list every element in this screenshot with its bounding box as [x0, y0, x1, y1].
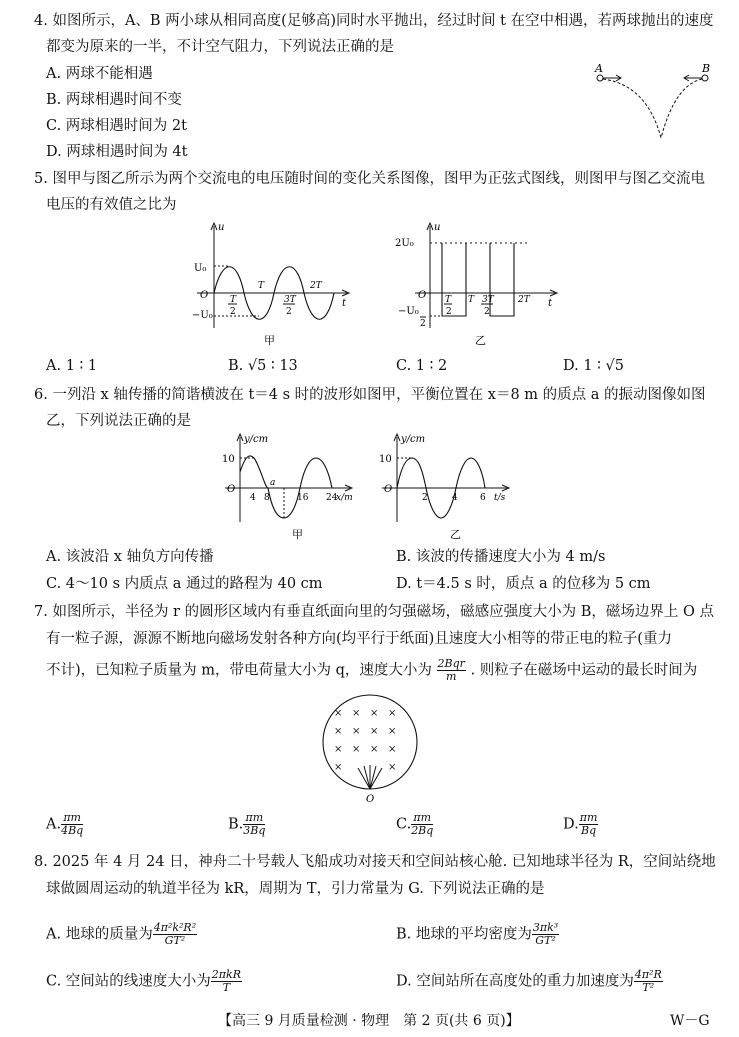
- q5-yi-caption: 乙: [475, 334, 486, 347]
- q8-stem-line2: 球做圆周运动的轨道半径为 kR，周期为 T，引力常量为 G. 下列说法正确的是: [46, 881, 545, 897]
- svg-text:×: ×: [370, 744, 379, 755]
- q5-option-c: C. 1 ∶ 2: [396, 358, 448, 374]
- q6-stem-line2: 乙，下列说法正确的是: [46, 413, 191, 429]
- q8-option-b: B. 地球的平均密度为 $\frac{\text{3πk³}}{\text{GT²}}$: [396, 921, 559, 947]
- svg-text:2: 2: [286, 307, 292, 317]
- q4-option-d: D. 两球相遇时间为 4t: [46, 144, 188, 160]
- svg-text:×: ×: [352, 708, 361, 719]
- svg-text:x/m: x/m: [336, 493, 353, 503]
- svg-text:×: ×: [388, 726, 397, 737]
- svg-text:24: 24: [326, 493, 338, 503]
- svg-text:O: O: [384, 484, 393, 495]
- q8-option-c: C. 空间站的线速度大小为 $\frac{\text{2πkR}}{T}$: [46, 968, 241, 994]
- q7-stem-line3: 不计)，已知粒子质量为 m，带电荷量大小为 q，速度大小为 $\frac{\text{2Bqr}}{m}$ . 则粒子在磁场中运动的最长时间为: [46, 657, 698, 683]
- q6-stem-line1: 6. 一列沿 x 轴传播的简谐横波在 t＝4 s 时的波形如图甲，平衡位置在 x＝8 m 的质点 a 的振动图像如图: [34, 387, 706, 403]
- q7-speed-fraction: $\frac{\text{2Bqr}}{m}$: [437, 657, 465, 683]
- page-code: W－G: [670, 1013, 710, 1029]
- svg-text:3T: 3T: [284, 295, 296, 305]
- q4-label-b: B: [702, 62, 711, 75]
- svg-text:4: 4: [452, 493, 458, 503]
- svg-text:×: ×: [334, 744, 343, 755]
- svg-text:a: a: [270, 478, 276, 488]
- q5-stem-line1: 5. 图甲与图乙所示为两个交流电的电压随时间的变化关系图像，图甲为正弦式图线，则图甲与图乙交流电: [34, 171, 705, 187]
- svg-text:T: T: [468, 295, 475, 305]
- svg-text:2: 2: [446, 307, 452, 317]
- svg-text:8: 8: [264, 493, 270, 503]
- q6-option-c: C. 4～10 s 内质点 a 通过的路程为 40 cm: [46, 576, 323, 592]
- q6-option-d: D. t＝4.5 s 时，质点 a 的位移为 5 cm: [396, 576, 651, 592]
- q7-o-label: O: [366, 794, 375, 805]
- svg-text:16: 16: [297, 493, 309, 503]
- svg-text:×: ×: [334, 726, 343, 737]
- svg-text:2: 2: [422, 493, 428, 503]
- svg-text:4: 4: [250, 493, 256, 503]
- q6-option-b: B. 该波的传播速度大小为 4 m/s: [396, 549, 606, 565]
- svg-text:O: O: [200, 290, 209, 301]
- q5-figure-yi: [390, 218, 560, 348]
- q5-jia-u0: U₀: [194, 263, 207, 274]
- svg-text:t: t: [548, 298, 553, 309]
- q5-figure-jia: [192, 218, 352, 348]
- q7-option-c: C. $\frac{\pi m}{2Bq}$: [396, 811, 434, 837]
- q4-stem-line1: 4. 如图所示，A、B 两小球从相同高度(足够高)同时水平抛出，经过时间 t 在空中相遇，若两球抛出的速度: [34, 13, 714, 29]
- q4-option-c: C. 两球相遇时间为 2t: [46, 118, 187, 134]
- q4-option-b: B. 两球相遇时间不变: [46, 92, 182, 108]
- page-footer: 【高三 9 月质量检测 · 物理 第 2 页(共 6 页)】: [218, 1013, 520, 1029]
- svg-text:2T: 2T: [518, 295, 530, 305]
- q7-option-d: D. $\frac{\pi m}{Bq}$: [563, 811, 598, 837]
- svg-text:y/cm: y/cm: [401, 434, 426, 445]
- q8-option-a: A. 地球的质量为 $\frac{\text{4π²k²R²}}{\text{GT²}}$: [46, 921, 197, 947]
- svg-text:2: 2: [420, 319, 426, 329]
- q5-jia-caption: 甲: [264, 334, 275, 347]
- svg-text:×: ×: [352, 726, 361, 737]
- svg-text:×: ×: [388, 708, 397, 719]
- svg-text:T: T: [258, 281, 265, 291]
- svg-text:3T: 3T: [482, 295, 494, 305]
- svg-text:u: u: [218, 222, 225, 233]
- q7-field-crosses: [334, 708, 396, 773]
- svg-text:u: u: [434, 222, 441, 233]
- svg-text:×: ×: [388, 762, 397, 773]
- q7-option-b: B. $\frac{\pi m}{3Bq}$: [228, 811, 266, 837]
- q5-option-a: A. 1 ∶ 1: [46, 358, 98, 374]
- q5-option-d: D. 1 ∶ √5: [563, 358, 625, 374]
- q7-stem-line2: 有一粒子源，源源不断地向磁场发射各种方向(均平行于纸面)且速度大小相等的带正电的粒子(重力: [46, 631, 672, 647]
- q6-jia-caption: 甲: [292, 528, 303, 541]
- q5-option-b: B. √5 ∶ 13: [228, 358, 298, 374]
- svg-text:2T: 2T: [310, 281, 322, 291]
- q5-yi-2u0: 2U₀: [395, 238, 414, 249]
- q7-stem-line1: 7. 如图所示，半径为 r 的圆形区域内有垂直纸面向里的匀强磁场，磁感应强度大小为 B，磁场边界上 O 点: [34, 604, 714, 620]
- svg-text:T: T: [445, 295, 452, 305]
- svg-text:2: 2: [484, 307, 490, 317]
- q7-option-a: A. $\frac{\pi m}{4Bq}$: [46, 811, 84, 837]
- svg-text:t/s: t/s: [494, 493, 506, 503]
- q4-label-a: A: [595, 62, 603, 75]
- q6-figure-yi: [372, 432, 532, 542]
- q6-figure-jia: [210, 432, 370, 542]
- svg-text:×: ×: [388, 744, 397, 755]
- svg-text:O: O: [418, 290, 427, 301]
- svg-text:T: T: [230, 295, 237, 305]
- svg-text:×: ×: [352, 744, 361, 755]
- svg-text:t: t: [342, 298, 347, 309]
- q4-stem-line2: 都变为原来的一半，不计空气阻力，下列说法正确的是: [46, 39, 394, 55]
- q6-yi-caption: 乙: [450, 528, 461, 541]
- q6-option-a: A. 该波沿 x 轴负方向传播: [46, 549, 214, 565]
- svg-text:−U₀: −U₀: [398, 306, 419, 317]
- svg-text:O: O: [227, 484, 236, 495]
- svg-text:2: 2: [230, 307, 236, 317]
- q8-option-d: D. 空间站所在高度处的重力加速度为 $\frac{\text{4π²R}}{\text{T²}}$: [396, 968, 662, 994]
- svg-text:×: ×: [334, 762, 343, 773]
- q5-jia-neg-u0: −U₀: [192, 310, 213, 321]
- svg-text:10: 10: [222, 454, 235, 465]
- q4-option-a: A. 两球不能相遇: [46, 66, 153, 82]
- q7-figure: [318, 692, 428, 804]
- q8-stem-line1: 8. 2025 年 4 月 24 日，神舟二十号载人飞船成功对接天和空间站核心舱. 已知地球半径为 R，空间站绕地: [34, 854, 716, 870]
- q5-stem-line2: 电压的有效值之比为: [46, 197, 177, 213]
- svg-text:×: ×: [370, 726, 379, 737]
- q4-figure: [585, 60, 725, 145]
- svg-text:y/cm: y/cm: [244, 434, 269, 445]
- svg-text:×: ×: [370, 708, 379, 719]
- svg-text:×: ×: [334, 708, 343, 719]
- svg-text:10: 10: [379, 454, 392, 465]
- svg-text:6: 6: [480, 493, 486, 503]
